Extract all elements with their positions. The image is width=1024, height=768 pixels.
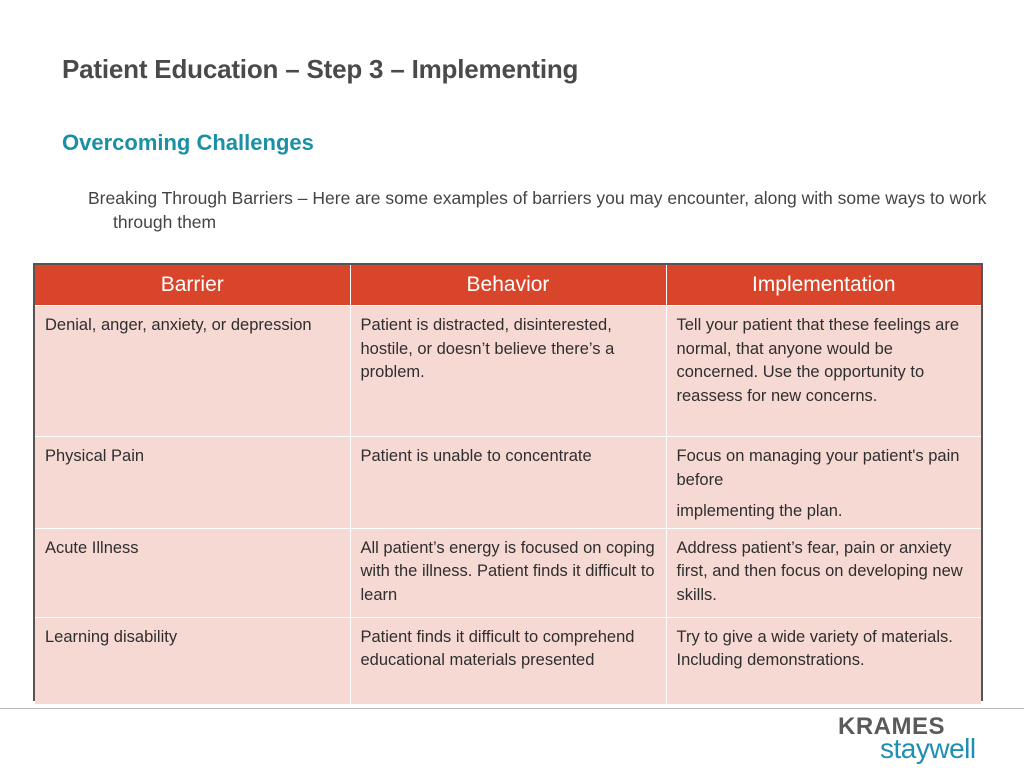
- table-header-row: [35, 265, 981, 306]
- behavior-cell: Patient is distracted, disinterested, hostile, or doesn’t believe there’s a problem.: [350, 306, 666, 437]
- table-row: [35, 437, 981, 529]
- implementation-text-continued: implementing the plan.: [676, 502, 843, 520]
- krames-staywell-logo: [838, 713, 978, 765]
- behavior-cell: Patient finds it difficult to comprehend educational materials presented: [350, 617, 666, 704]
- table-row: [35, 528, 981, 617]
- implementation-cell: [666, 437, 981, 529]
- implementation-cell: Try to give a wide variety of materials. Including demonstrations.: [666, 617, 981, 704]
- column-header-implementation: Implementation: [666, 265, 981, 306]
- table-row: [35, 306, 981, 437]
- table-row: [35, 617, 981, 704]
- barrier-cell: Physical Pain: [35, 437, 350, 529]
- footer-divider: [0, 708, 1024, 709]
- implementation-text: Focus on managing your patient's pain before: [676, 447, 960, 489]
- behavior-cell: Patient is unable to concentrate: [350, 437, 666, 529]
- barrier-cell: Denial, anger, anxiety, or depression: [35, 306, 350, 437]
- column-header-barrier: Barrier: [35, 265, 350, 306]
- logo-wordmark-krames: KRAMES: [838, 713, 946, 740]
- implementation-cell: Tell your patient that these feelings are normal, that anyone would be concerned. Use the opportunity to reassess for new concerns.: [666, 306, 981, 437]
- barrier-cell: Learning disability: [35, 617, 350, 704]
- barriers-table: [33, 263, 983, 701]
- intro-text: Breaking Through Barriers – Here are some examples of barriers you may encounter, along with some ways to work through them: [88, 188, 987, 232]
- barrier-cell: Acute Illness: [35, 528, 350, 617]
- section-subtitle: Overcoming Challenges: [62, 130, 314, 155]
- column-header-behavior: Behavior: [350, 265, 666, 306]
- logo-wordmark-staywell: staywell: [880, 733, 976, 764]
- behavior-cell: All patient’s energy is focused on coping with the illness. Patient finds it difficult to learn: [350, 528, 666, 617]
- implementation-cell: Address patient’s fear, pain or anxiety first, and then focus on developing new skills.: [666, 528, 981, 617]
- page-title: Patient Education – Step 3 – Implementing: [62, 54, 579, 84]
